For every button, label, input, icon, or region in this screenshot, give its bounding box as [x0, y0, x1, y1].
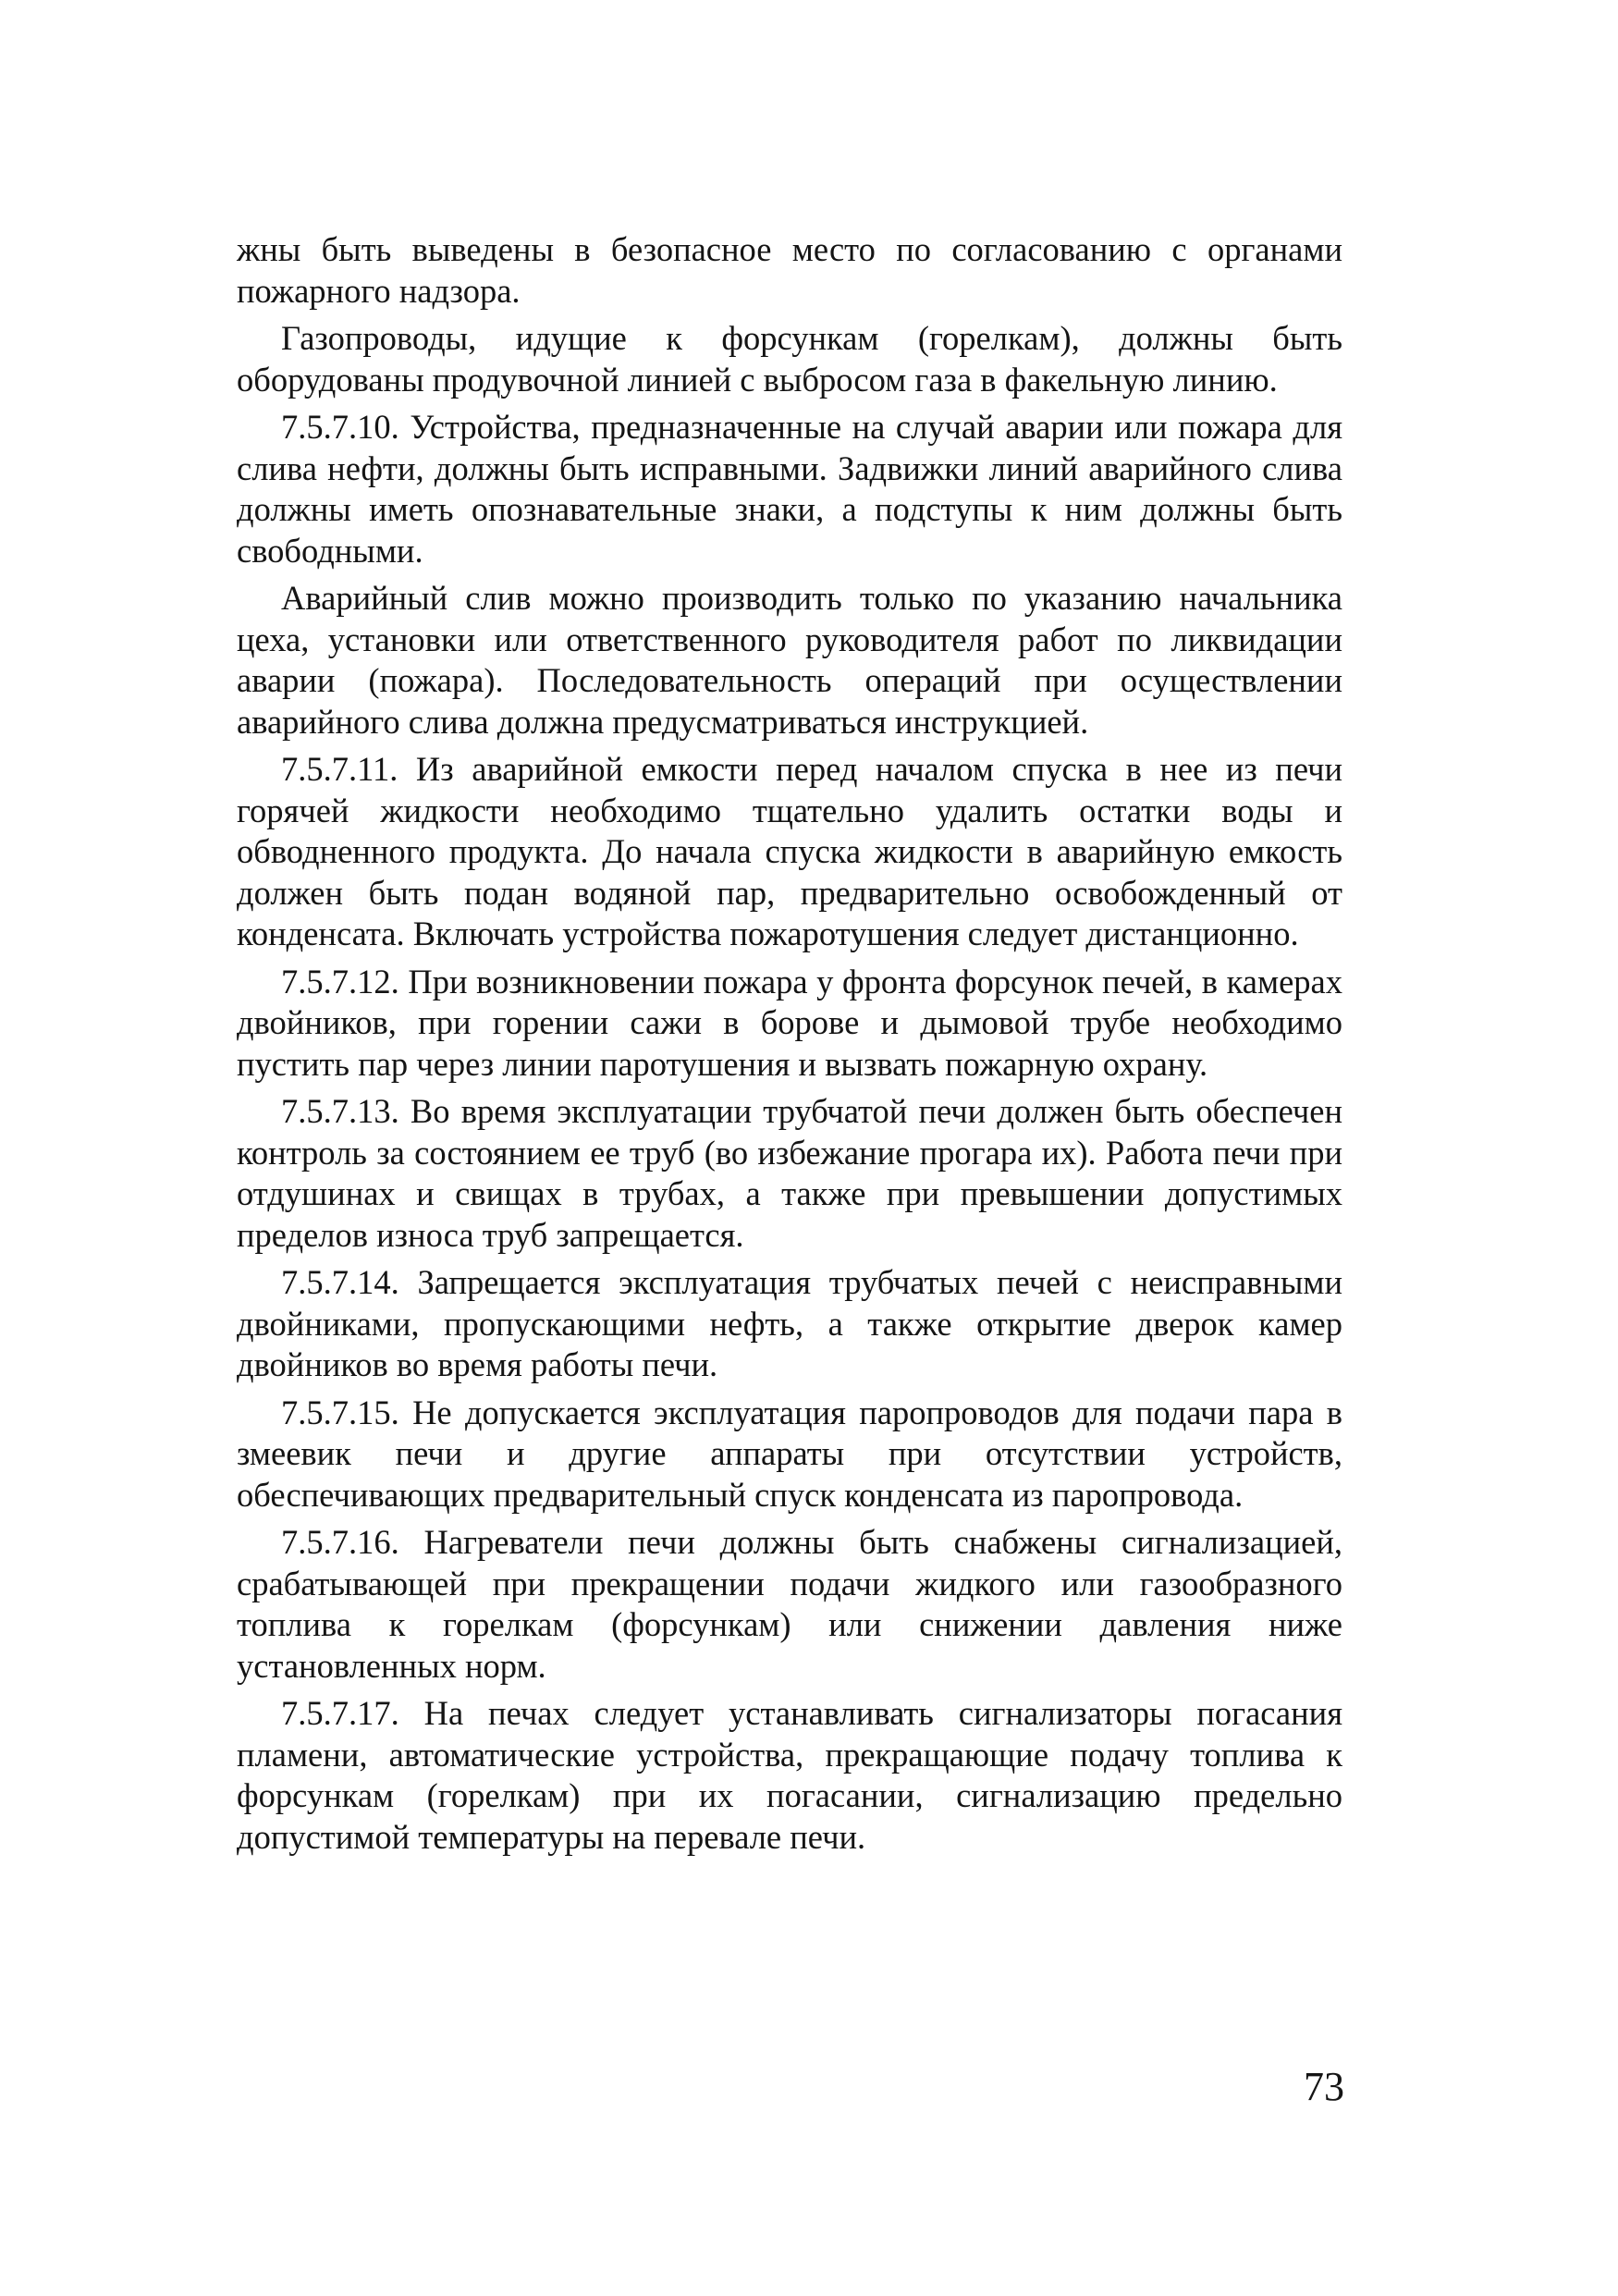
- page-body: [237, 229, 1342, 1864]
- paragraph-7-5-7-10: 7.5.7.10. Устройства, предназначенные на случай аварии или пожара для слива нефти, должны быть исправными. Задвижки линий аварийного слива должны иметь опознавательные знаки, а подступы к ним должны быть свободными.: [237, 408, 1342, 570]
- paragraph-gas-pipelines: Газопроводы, идущие к форсункам (горелкам), должны быть оборудованы продувочной линией с выбросом газа в факельную линию.: [237, 319, 1342, 399]
- paragraph-emergency-drain: Аварийный слив можно производить только по указанию начальника цеха, установки или ответственного руководителя работ по ликвидации аварии (пожара). Последовательность операций при осуществлении аварийного слива должна предусматриваться инструкцией.: [237, 579, 1342, 741]
- paragraph-7-5-7-16: 7.5.7.16. Нагреватели печи должны быть снабжены сигнализацией, срабатывающей при прекращении подачи жидкого или газообразного топлива к горелкам (форсункам) или снижении давления ниже установленных норм.: [237, 1523, 1342, 1685]
- page-number: 73: [1304, 2064, 1344, 2109]
- paragraph-7-5-7-13: 7.5.7.13. Во время эксплуатации трубчатой печи должен быть обеспечен контроль за состоянием ее труб (во избежание прогара их). Работа печи при отдушинах и свищах в трубах, а также при превышении допустимых пределов износа труб запрещается.: [237, 1092, 1342, 1254]
- paragraph-7-5-7-11: 7.5.7.11. Из аварийной емкости перед началом спуска в нее из печи горячей жидкости необходимо тщательно удалить остатки воды и обводненного продукта. До начала спуска жидкости в аварийную емкость должен быть подан водяной пар, предварительно освобожденный от конденсата. Включать устройства пожаротушения следует дистанционно.: [237, 750, 1342, 952]
- paragraph-7-5-7-12: 7.5.7.12. При возникновении пожара у фронта форсунок печей, в камерах двойников, при горении сажи в борове и дымовой трубе необходимо пустить пар через линии паротушения и вызвать пожарную охрану.: [237, 962, 1342, 1083]
- paragraph-7-5-7-17: 7.5.7.17. На печах следует устанавливать сигнализаторы погасания пламени, автоматические устройства, прекращающие подачу топлива к форсункам (горелкам) при их погасании, сигнализацию предельно допустимой температуры на перевале печи.: [237, 1694, 1342, 1856]
- paragraph-7-5-7-14: 7.5.7.14. Запрещается эксплуатация трубчатых печей с неисправными двойниками, пропускающими нефть, а также открытие дверок камер двойников во время работы печи.: [237, 1263, 1342, 1383]
- paragraph-7-5-7-15: 7.5.7.15. Не допускается эксплуатация паропроводов для подачи пара в змеевик печи и другие аппараты при отсутствии устройств, обеспечивающих предварительный спуск конденсата из паропровода.: [237, 1393, 1342, 1514]
- paragraph-continuation: жны быть выведены в безопасное место по согласованию с органами пожарного надзора.: [237, 230, 1342, 310]
